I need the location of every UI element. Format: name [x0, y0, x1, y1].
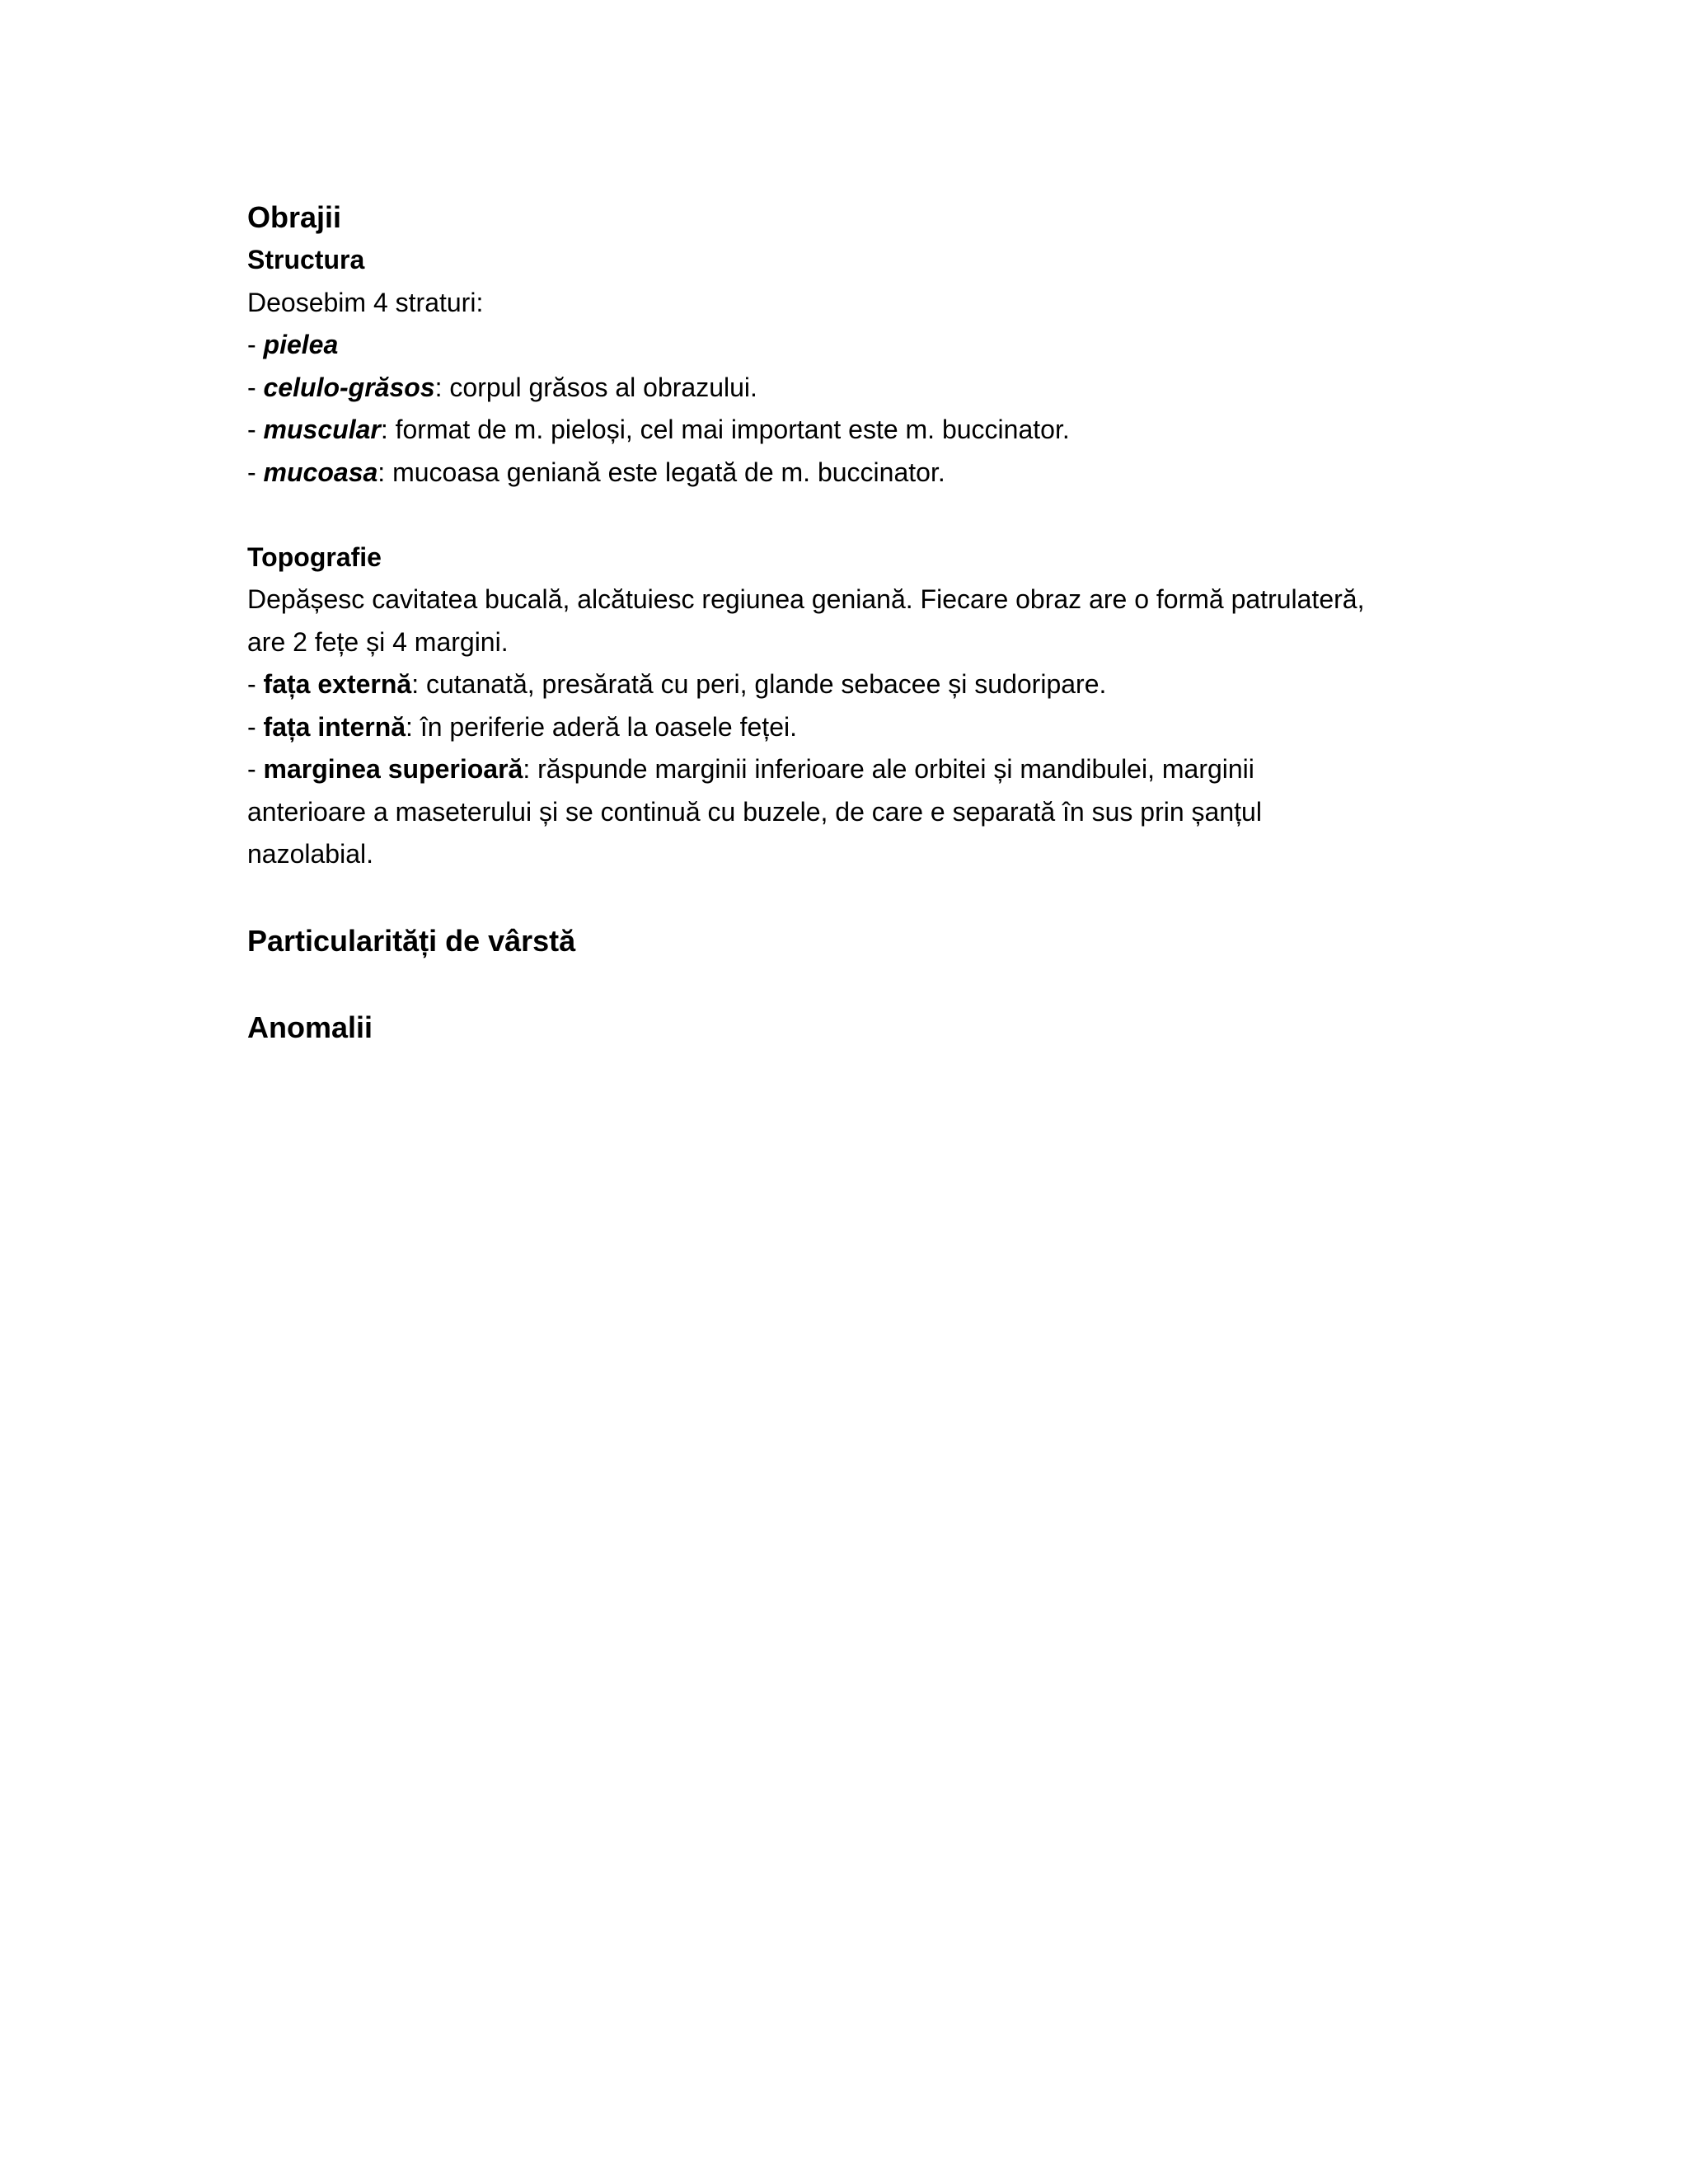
page-title: Obrajii: [247, 200, 342, 234]
topography-text: : în periferie aderă la oasele feței.: [406, 711, 797, 742]
structure-item-muscular: [247, 409, 1500, 452]
topography-term: marginea superioară: [263, 754, 523, 784]
structure-term: mucoasa: [263, 457, 378, 487]
topography-term: fața externă: [263, 669, 412, 699]
structure-item-pielea: [247, 324, 1500, 367]
list-dash: -: [247, 754, 264, 784]
topography-heading: Topografie: [247, 541, 382, 572]
document-body: [247, 196, 1500, 1049]
anomalies-heading: Anomalii: [247, 1010, 373, 1044]
topography-text: : răspunde marginii inferioare ale orbitei și mandibulei, marginii: [523, 754, 1254, 784]
blank-line: [247, 963, 1500, 1006]
age-heading: Particularități de vârstă: [247, 923, 576, 958]
topography-text: : cutanată, presărată cu peri, glande sebacee și sudoripare.: [411, 669, 1107, 699]
structure-item-celulo-grasos: [247, 367, 1500, 410]
topography-margin-line-2: anterioare a maseterului și se continuă cu buzele, de care e separată în sus prin șanțul: [247, 796, 1262, 827]
structure-text: : mucoasa geniană este legată de m. buccinator.: [377, 457, 945, 487]
list-dash: -: [247, 711, 264, 742]
topography-intro-line-1: Depășesc cavitatea bucală, alcătuiesc regiunea geniană. Fiecare obraz are o formă patrulateră,: [247, 584, 1365, 614]
topography-intro-line-2: are 2 fețe și 4 margini.: [247, 626, 509, 657]
topography-term: fața internă: [263, 711, 406, 742]
topography-item-fata-externa: [247, 663, 1500, 706]
list-dash: -: [247, 669, 264, 699]
list-dash: -: [247, 415, 264, 444]
structure-item-mucoasa: [247, 452, 1500, 494]
list-dash: -: [247, 372, 264, 402]
blank-line: [247, 494, 1500, 537]
structure-intro: Deosebim 4 straturi:: [247, 287, 484, 317]
blank-line: [247, 876, 1500, 920]
structure-text: : format de m. pieloși, cel mai important este m. buccinator.: [380, 415, 1070, 444]
structure-term: celulo-grăsos: [263, 372, 435, 402]
topography-item-marginea-superioara: [247, 748, 1500, 791]
topography-item-fata-interna: [247, 706, 1500, 749]
structure-term: muscular: [263, 415, 381, 444]
structure-text: : corpul grăsos al obrazului.: [434, 372, 757, 402]
structure-heading: Structura: [247, 245, 365, 274]
topography-margin-line-3: nazolabial.: [247, 839, 373, 869]
list-dash: -: [247, 330, 264, 359]
structure-term: pielea: [263, 330, 339, 359]
list-dash: -: [247, 457, 264, 487]
